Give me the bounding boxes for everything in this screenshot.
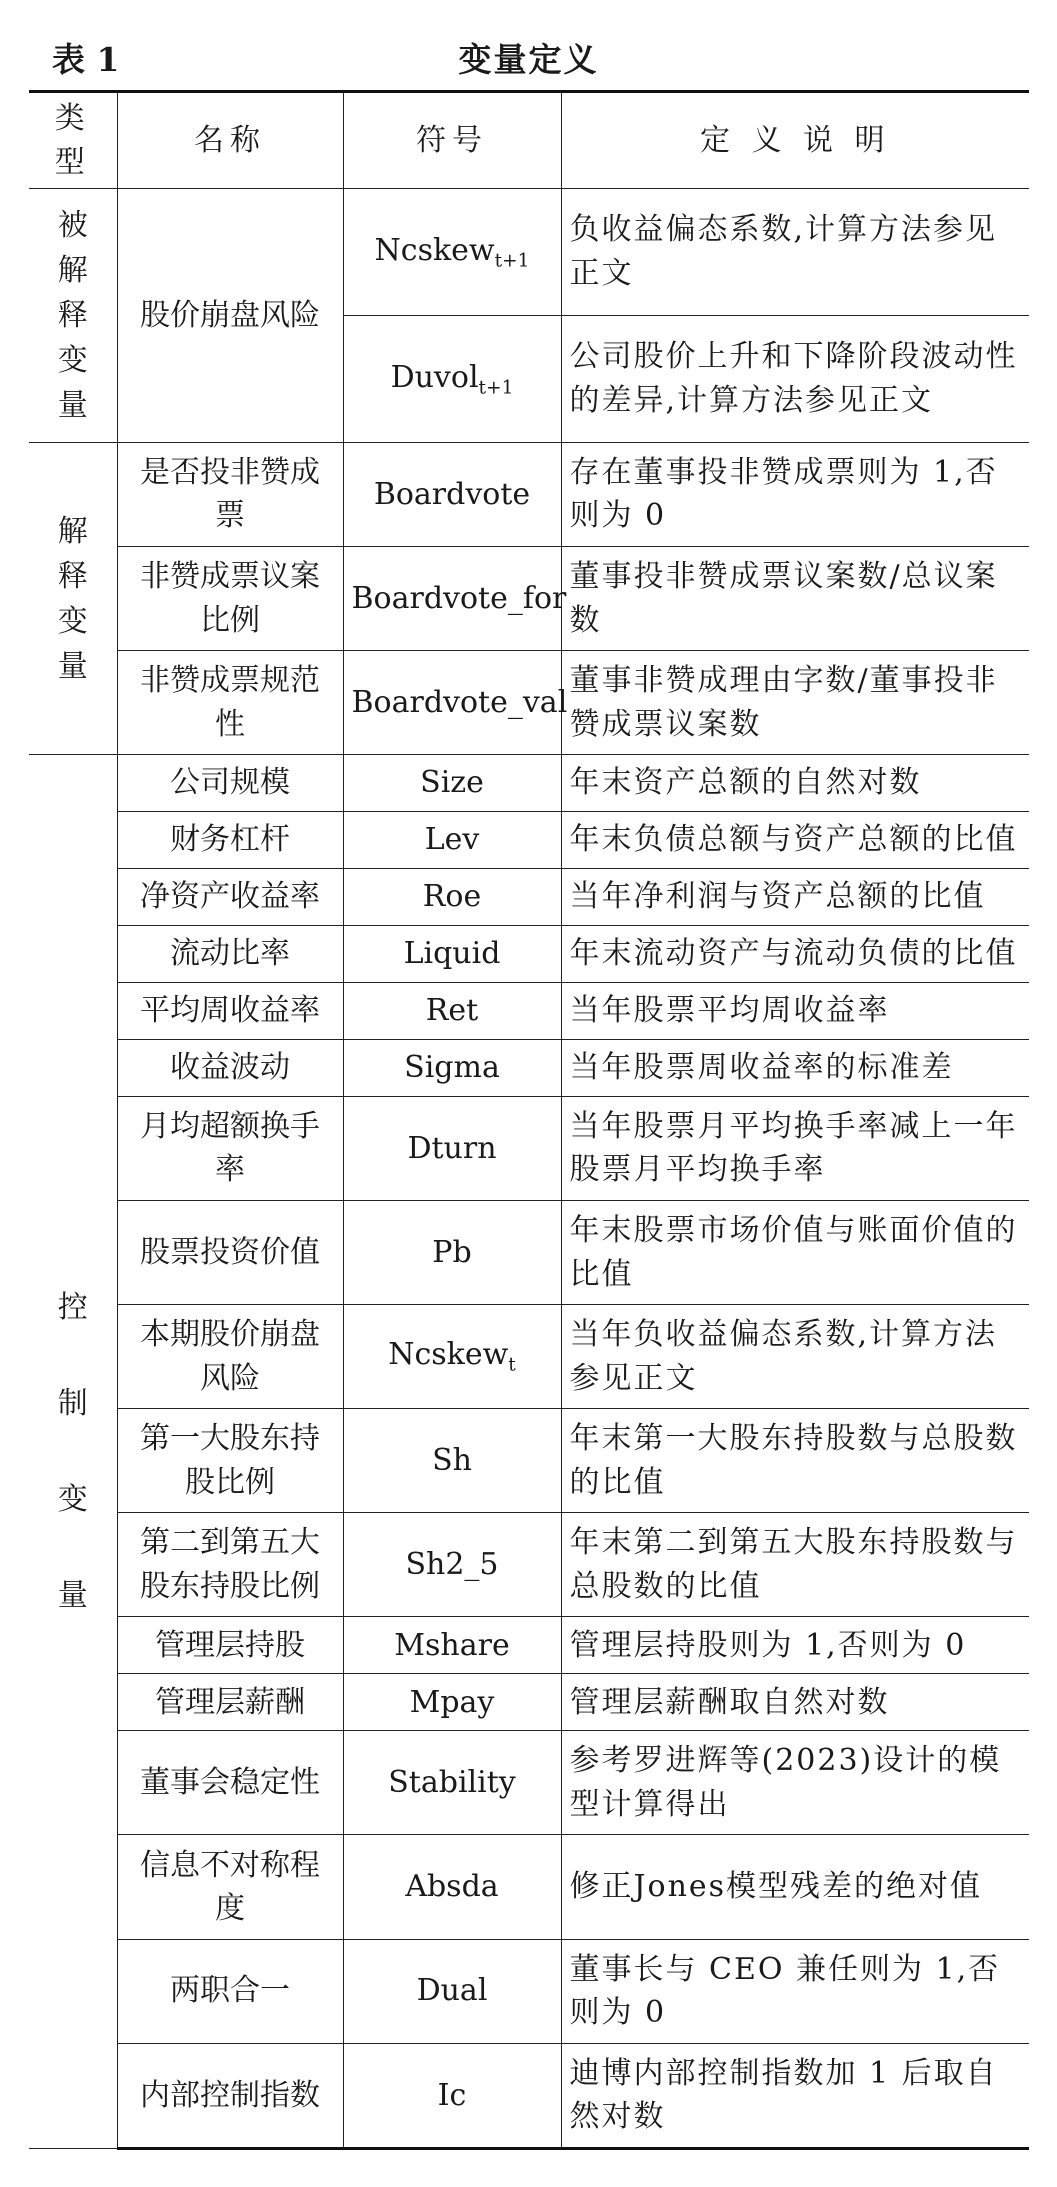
variable-symbol: Boardvote: [343, 442, 561, 546]
variable-definition: 董事非赞成理由字数/董事投非赞成票议案数: [561, 651, 1029, 755]
variable-symbol: Mpay: [343, 1674, 561, 1731]
header-row: [29, 92, 1029, 189]
variable-symbol: Boardvote_for: [343, 546, 561, 650]
table-number: 表 1: [52, 40, 120, 79]
variable-definition: 管理层持股则为 1,否则为 0: [561, 1617, 1029, 1674]
table-row: [29, 1096, 1029, 1200]
table-row: [29, 189, 1029, 316]
variable-symbol: Lev: [343, 812, 561, 869]
table-caption: [0, 26, 1057, 86]
table-row: [29, 982, 1029, 1039]
table-row: [29, 442, 1029, 546]
variable-definition: 董事长与 CEO 兼任则为 1,否则为 0: [561, 1939, 1029, 2043]
variable-name: 股价崩盘风险: [117, 189, 343, 443]
variable-name: 非赞成票规范性: [117, 651, 343, 755]
variable-name: 第二到第五大股东持股比例: [117, 1513, 343, 1617]
table-row: [29, 1835, 1029, 1939]
variable-definition: 董事投非赞成票议案数/总议案数: [561, 546, 1029, 650]
table-row: [29, 1674, 1029, 1731]
variable-name: 平均周收益率: [117, 982, 343, 1039]
table-row: [29, 869, 1029, 926]
category-cell: [29, 442, 117, 754]
table-row: [29, 1409, 1029, 1513]
variable-definition: 迪博内部控制指数加 1 后取自然对数: [561, 2043, 1029, 2148]
table-row: [29, 812, 1029, 869]
variable-symbol: Pb: [343, 1200, 561, 1304]
variable-definition: 存在董事投非赞成票则为 1,否则为 0: [561, 442, 1029, 546]
table-row: [29, 2043, 1029, 2148]
variable-definition: 年末第二到第五大股东持股数与总股数的比值: [561, 1513, 1029, 1617]
variable-symbol: Sigma: [343, 1039, 561, 1096]
variable-definition: 参考罗进辉等(2023)设计的模型计算得出: [561, 1731, 1029, 1835]
variable-name: 管理层薪酬: [117, 1674, 343, 1731]
variable-definition: 年末股票市场价值与账面价值的比值: [561, 1200, 1029, 1304]
header-type: 类型: [29, 92, 117, 189]
table-row: [29, 1305, 1029, 1409]
table-row: [29, 1513, 1029, 1617]
variable-definition-table: [29, 90, 1029, 2150]
variable-name: 内部控制指数: [117, 2043, 343, 2148]
category-cell: [29, 755, 117, 2149]
variable-name: 信息不对称程度: [117, 1835, 343, 1939]
variable-name: 本期股价崩盘风险: [117, 1305, 343, 1409]
variable-definition: 当年股票平均周收益率: [561, 982, 1029, 1039]
table-title: 变量定义: [458, 40, 599, 79]
variable-symbol: Ncskew$_t$: [343, 1305, 561, 1409]
variable-symbol: Mshare: [343, 1617, 561, 1674]
category-label: 解释变量: [57, 513, 88, 684]
variable-name: 董事会稳定性: [117, 1731, 343, 1835]
variable-name: 股票投资价值: [117, 1200, 343, 1304]
variable-name: 流动比率: [117, 926, 343, 983]
variable-symbol: Ic: [343, 2043, 561, 2148]
variable-definition: 负收益偏态系数,计算方法参见正文: [561, 189, 1029, 316]
variable-symbol: Duvol$_{t+1}$: [343, 315, 561, 442]
table-row: [29, 1617, 1029, 1674]
variable-definition: 年末负债总额与资产总额的比值: [561, 812, 1029, 869]
variable-symbol: Dual: [343, 1939, 561, 2043]
table-row: [29, 1939, 1029, 2043]
variable-symbol: Ret: [343, 982, 561, 1039]
variable-name: 两职合一: [117, 1939, 343, 2043]
variable-name: 月均超额换手率: [117, 1096, 343, 1200]
variable-definition: 管理层薪酬取自然对数: [561, 1674, 1029, 1731]
variable-symbol: Sh: [343, 1409, 561, 1513]
variable-symbol: Stability: [343, 1731, 561, 1835]
variable-definition: 年末流动资产与流动负债的比值: [561, 926, 1029, 983]
table-row: [29, 651, 1029, 755]
table-row: [29, 926, 1029, 983]
variable-definition: 年末第一大股东持股数与总股数的比值: [561, 1409, 1029, 1513]
table-row: [29, 755, 1029, 812]
variable-definition: 年末资产总额的自然对数: [561, 755, 1029, 812]
variable-name: 是否投非赞成票: [117, 442, 343, 546]
variable-name: 非赞成票议案比例: [117, 546, 343, 650]
header-definition: 定 义 说 明: [561, 92, 1029, 189]
variable-name: 净资产收益率: [117, 869, 343, 926]
variable-definition: 当年负收益偏态系数,计算方法参见正文: [561, 1305, 1029, 1409]
variable-name: 收益波动: [117, 1039, 343, 1096]
variable-symbol: Dturn: [343, 1096, 561, 1200]
variable-symbol: Ncskew$_{t+1}$: [343, 189, 561, 316]
variable-name: 财务杠杆: [117, 812, 343, 869]
header-symbol: 符号: [343, 92, 561, 189]
variable-definition: 当年股票月平均换手率减上一年股票月平均换手率: [561, 1096, 1029, 1200]
category-label: 被解释变量: [57, 207, 88, 423]
category-cell: [29, 189, 117, 443]
table-row: [29, 1731, 1029, 1835]
variable-definition: 当年净利润与资产总额的比值: [561, 869, 1029, 926]
header-name: 名称: [117, 92, 343, 189]
variable-symbol: Boardvote_val: [343, 651, 561, 755]
table-row: [29, 1039, 1029, 1096]
variable-definition: 当年股票周收益率的标准差: [561, 1039, 1029, 1096]
variable-symbol: Roe: [343, 869, 561, 926]
variable-symbol: Absda: [343, 1835, 561, 1939]
variable-name: 第一大股东持股比例: [117, 1409, 343, 1513]
table-row: [29, 1200, 1029, 1304]
table-row: [29, 546, 1029, 650]
category-label: 控制变量: [57, 1289, 88, 1613]
variable-symbol: Liquid: [343, 926, 561, 983]
variable-symbol: Size: [343, 755, 561, 812]
variable-definition: 公司股价上升和下降阶段波动性的差异,计算方法参见正文: [561, 315, 1029, 442]
variable-name: 管理层持股: [117, 1617, 343, 1674]
variable-definition: 修正Jones模型残差的绝对值: [561, 1835, 1029, 1939]
variable-symbol: Sh2_5: [343, 1513, 561, 1617]
variable-name: 公司规模: [117, 755, 343, 812]
